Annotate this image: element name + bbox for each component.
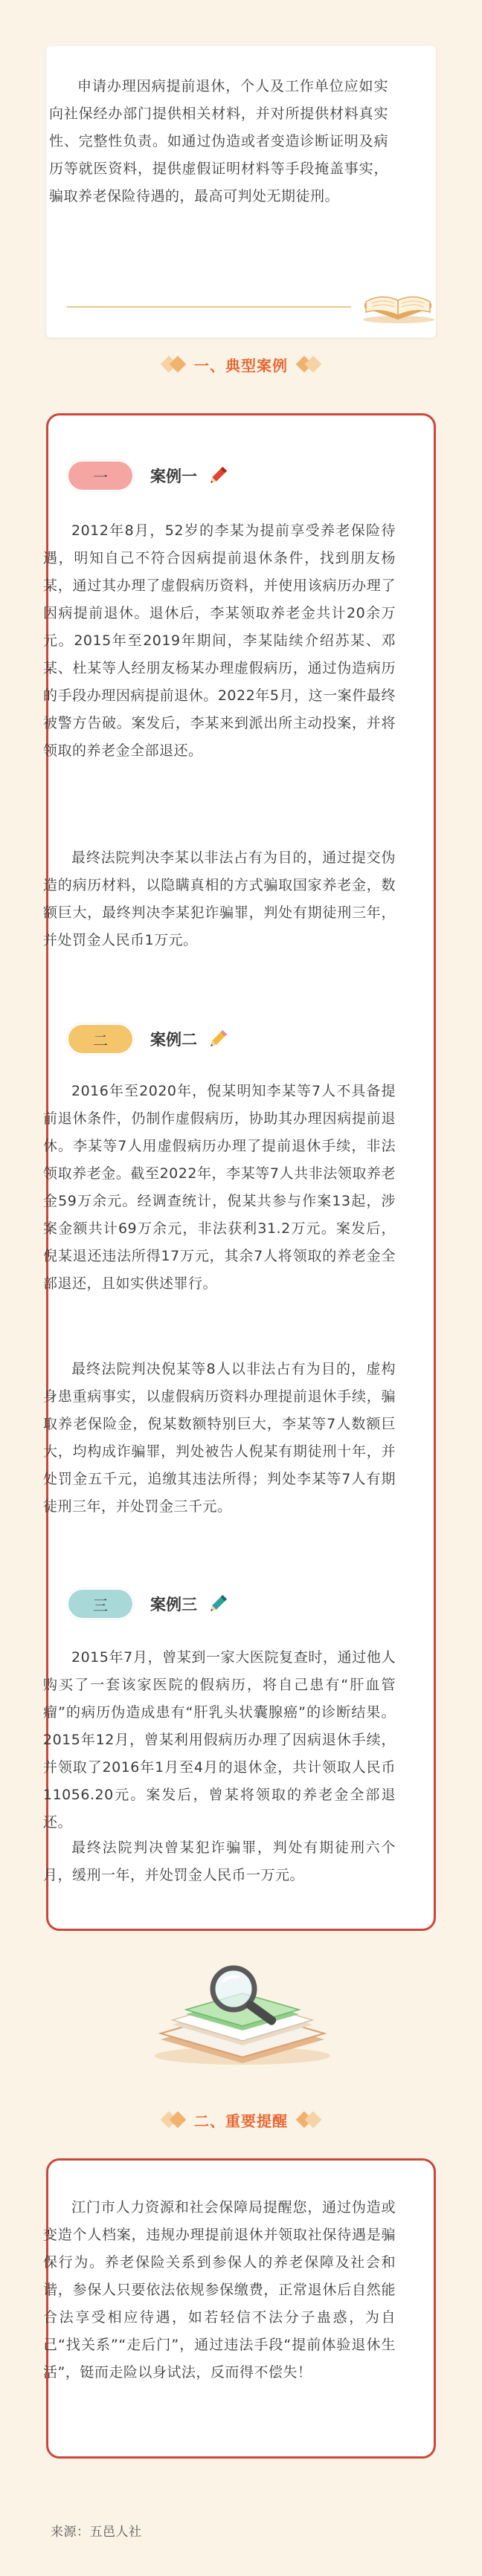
pencil-icon: [206, 1592, 230, 1616]
case-2-header: [67, 1023, 230, 1055]
section-title-text: 二、重要提醒: [194, 2111, 288, 2130]
open-book-icon: [357, 274, 439, 326]
pencil-icon: [206, 1027, 230, 1051]
case-2-paragraph-2: 最终法院判决倪某等8人以非法占有为目的，虚构身患重病事实，以虚假病历资料办理提前退休手续，骗取养老保险金，倪某数额特别巨大，李某等7人数额巨大，均构成诈骗罪，判处被告人倪某有期徒刑十年，并处罚金五千元，追缴其违法所得；判处李某等7人有期徒刑三年，并处罚金三千元。: [43, 1361, 396, 1515]
pencil-icon: [206, 464, 230, 488]
reminder-text: 江门市人力资源和社会保障局提醒您，通过伪造或变造个人档案，违规办理提前退休并领取社保待遇是骗保行为。养老保险关系到参保人的养老保障及社会和谐，参保人只要依法依规参保缴费，正常退休后自然能合法享受相应待遇，如若轻信不法分子蛊惑，为自己“找关系”“走后门”，通过违法手段“提前体验退休生活”，铤而走险以身试法，反而得不偿失！: [43, 2199, 396, 2381]
case-3-title: 案例三: [150, 1596, 197, 1614]
diamond-ornament-right: [300, 358, 318, 370]
diamond-ornament-right: [300, 2114, 318, 2126]
source-credit: 来源：五邑人社: [51, 2525, 142, 2540]
section-title-cases: [0, 349, 482, 379]
case-3-number-badge: 三: [67, 1588, 134, 1619]
diamond-ornament-left: [164, 2114, 182, 2126]
case-1-number-badge: 一: [67, 460, 134, 491]
intro-divider: [67, 306, 351, 308]
intro-text: 申请办理因病提前退休，个人及工作单位应如实向社保经办部门提供相关材料，并对所提供材料真实性、完整性负责。如通过伪造或者变造诊断证明及病历等就医资料，提供虚假证明材料等手段掩盖事实，骗取养老保险待遇的，最高可判处无期徒刑。: [49, 78, 388, 204]
books-magnifier-illustration: [146, 1956, 339, 2068]
case-1-paragraph-2: 最终法院判决李某以非法占有为目的，通过提交伪造的病历材料，以隐瞒真相的方式骗取国家养老金，数额巨大，最终判决李某犯诈骗罪，判处有期徒刑三年，并处罚金人民币1万元。: [43, 850, 396, 948]
case-2-paragraph-1: 2016年至2020年，倪某明知李某等7人不具备提前退休条件，仍制作虚假病历，协助其办理因病提前退休。李某等7人用虚假病历办理了提前退休手续，非法领取养老金。截至2022年，李某等7人共非法领取养老金59万余元。经调查统计，倪某共参与作案13起，涉案金额共计69万余元，非法获利31.2万元。案发后，倪某退还违法所得17万元，其余7人将领取的养老金全部退还，且如实供述罪行。: [43, 1083, 396, 1292]
section-title-reminder: [0, 2105, 482, 2135]
case-1-title: 案例一: [150, 467, 197, 485]
case-3-header: [67, 1588, 230, 1620]
case-1-paragraph-1: 2012年8月，52岁的李某为提前享受养老保险待遇，明知自己不符合因病提前退休条件，找到朋友杨某，通过其办理了虚假病历资料，并使用该病历办理了因病提前退休。退休后，李某领取养老金共计20余万元。2015年至2019年期间，李某陆续介绍苏某、邓某、杜某等人经朋友杨某办理虚假病历，通过伪造病历的手段办理因病提前退休。2022年5月，这一案件最终被警方告破。案发后，李某来到派出所主动投案，并将领取的养老金全部退还。: [43, 522, 396, 759]
case-2-title: 案例二: [150, 1031, 197, 1049]
case-2-number-badge: 二: [67, 1023, 134, 1055]
case-3-paragraph-2: 最终法院判决曾某犯诈骗罪，判处有期徒刑六个月，缓刑一年，并处罚金人民币一万元。: [43, 1839, 396, 1883]
section-title-text: 一、典型案例: [194, 356, 288, 375]
case-3-paragraph-1: 2015年7月，曾某到一家大医院复查时，通过他人购买了一套该家医院的假病历，将自己患有“肝血管瘤”的病历伪造成患有“肝乳头状囊腺癌”的诊断结果。2015年12月，曾某利用假病历办理了因病退休手续，并领取了2016年1月至4月的退休金，共计领取人民币11056.20元。案发后，曾某将领取的养老金全部退还。: [43, 1649, 396, 1831]
diamond-ornament-left: [164, 358, 182, 370]
case-1-header: [67, 459, 230, 492]
